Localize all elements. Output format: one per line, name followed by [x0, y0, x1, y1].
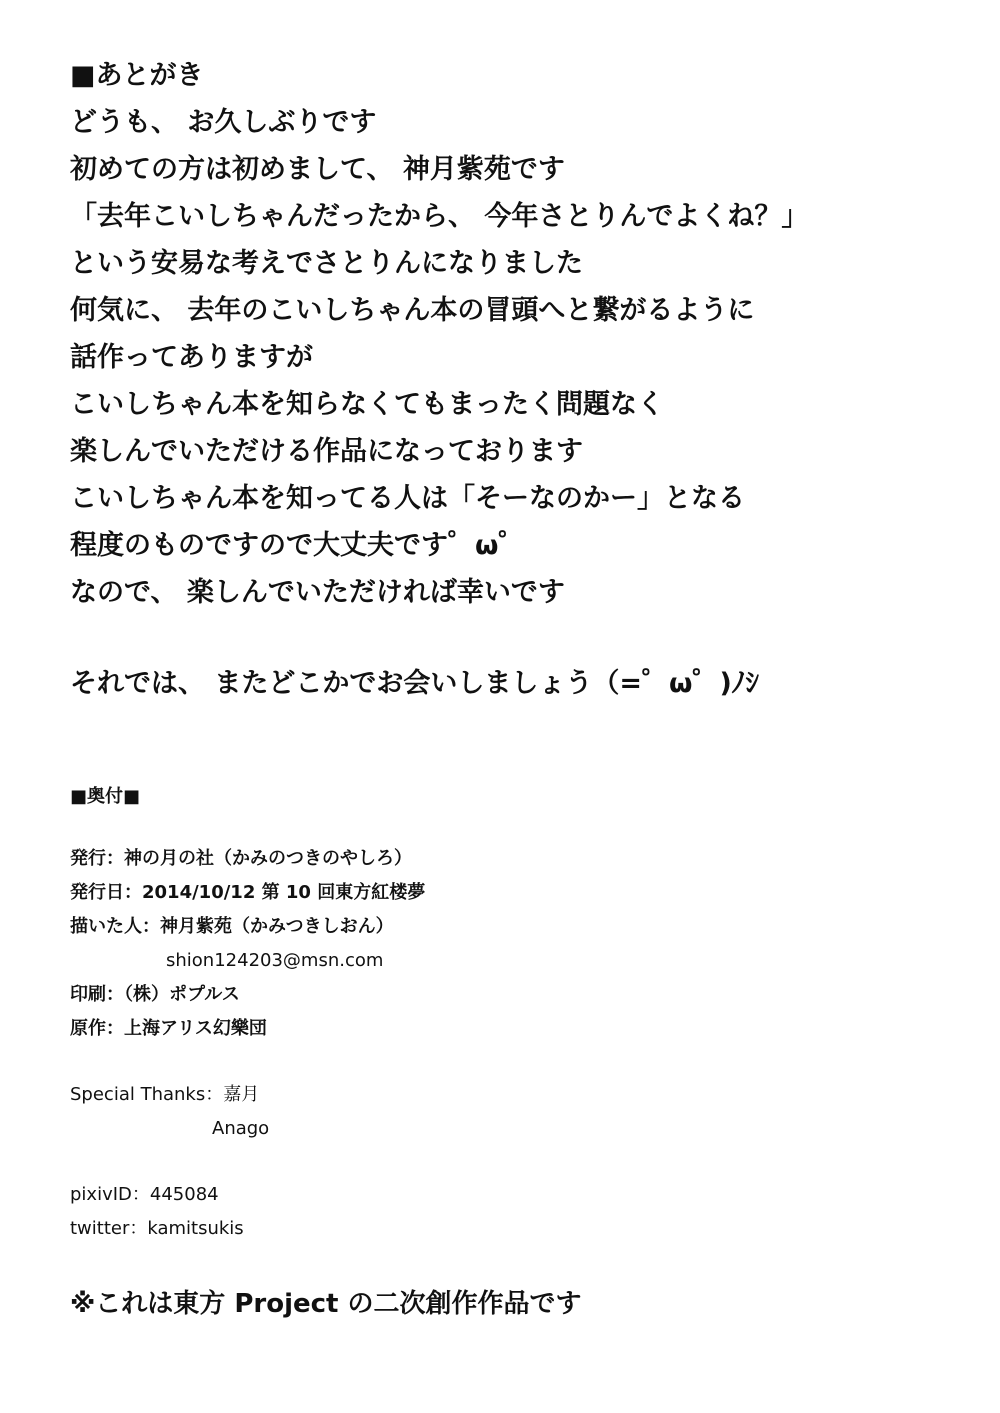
afterword-line: 程度のものですので大丈夫です゜ω゜ — [70, 530, 526, 561]
spacer — [70, 1046, 970, 1078]
afterword-line: 何気に、 去年のこいしちゃん本の冒頭へと繋がるように — [70, 295, 755, 326]
spacer — [70, 814, 970, 842]
spacer — [70, 616, 970, 660]
artist-line: 描いた人：神月紫苑（かみつきしおん） — [70, 916, 394, 937]
colophon-heading: ■奥付■ — [70, 786, 141, 807]
publisher-line: 発行：神の月の社（かみのつきのやしろ） — [70, 848, 412, 869]
special-thanks-line: Special Thanks：嘉月 — [70, 1084, 260, 1105]
afterword-line: 話作ってありますが — [70, 342, 313, 373]
email-line: shion124203@msn.com — [166, 950, 384, 971]
afterword-line: という安易な考えでさとりんになりました — [70, 248, 583, 279]
twitter-line: twitter：kamitsukis — [70, 1218, 244, 1239]
afterword-line: なので、 楽しんでいただければ幸いです — [70, 577, 565, 608]
afterword-heading: ■あとがき — [70, 60, 204, 91]
afterword-line: こいしちゃん本を知らなくてもまったく問題なく — [70, 389, 664, 420]
publish-date-line: 発行日：2014/10/12 第 10 回東方紅楼夢 — [70, 882, 426, 903]
original-work-line: 原作：上海アリス幻樂団 — [70, 1018, 267, 1039]
afterword-closing: それでは、 またどこかでお会いしましょう（=゜ω゜)ﾉｼ — [70, 668, 759, 699]
pixiv-id-line: pixivID：445084 — [70, 1184, 219, 1205]
special-thanks-line-2: Anago — [212, 1118, 270, 1139]
afterword-line: 「去年こいしちゃんだったから、 今年さとりんでよくね？」 — [70, 201, 809, 232]
afterword-section — [70, 52, 970, 707]
colophon-section — [70, 780, 970, 1246]
afterword-line: どうも、 お久しぶりです — [70, 107, 377, 138]
derivative-work-note: ※これは東方 Project の二次創作作品です — [70, 1289, 582, 1319]
afterword-line: 初めての方は初めまして、 神月紫苑です — [70, 154, 565, 185]
afterword-line: 楽しんでいただける作品になっております — [70, 436, 583, 467]
spacer — [70, 1146, 970, 1178]
afterword-line: こいしちゃん本を知ってる人は「そーなのかー」となる — [70, 483, 745, 514]
printer-line: 印刷：（株）ポプルス — [70, 984, 240, 1005]
